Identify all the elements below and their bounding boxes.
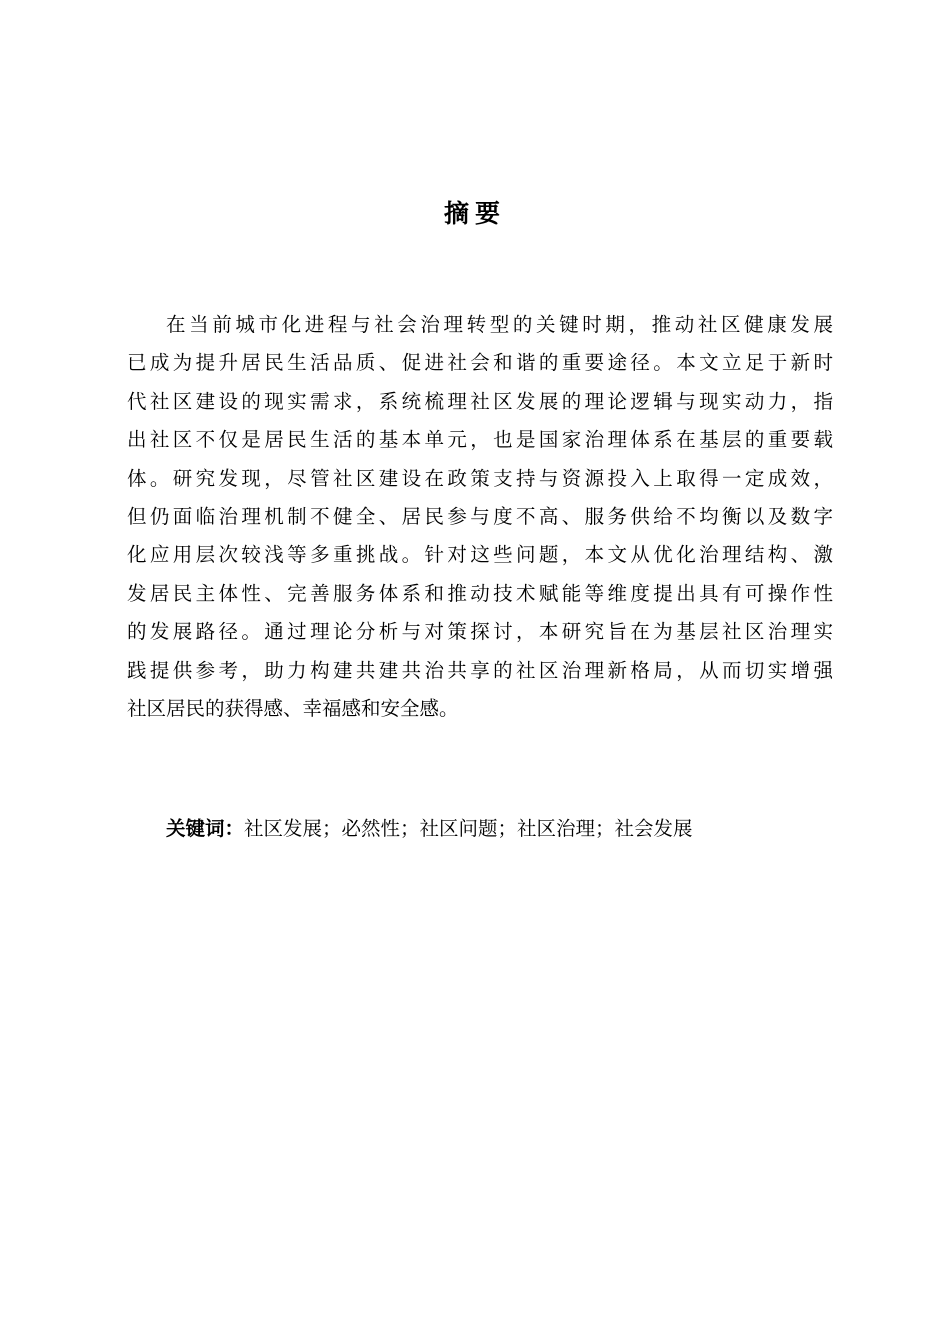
abstract-line: 社区居民的获得感、幸福感和安全感。: [127, 696, 459, 720]
abstract-line: 践提供参考，助力构建共建共治共享的社区治理新格局，从而切实增强: [127, 658, 833, 682]
abstract-line: 在当前城市化进程与社会治理转型的关键时期，推动社区健康发展: [166, 313, 833, 336]
abstract-title: 摘要: [443, 199, 506, 228]
keywords-label: 关键词：: [166, 817, 245, 840]
abstract-line: 化应用层次较浅等多重挑战。针对这些问题，本文从优化治理结构、激: [127, 543, 833, 567]
abstract-line: 体。研究发现，尽管社区建设在政策支持与资源投入上取得一定成效，: [127, 466, 833, 490]
abstract-line: 发居民主体性、完善服务体系和推动技术赋能等维度提出具有可操作性: [127, 581, 833, 605]
abstract-line: 但仍面临治理机制不健全、居民参与度不高、服务供给不均衡以及数字: [127, 504, 833, 528]
keywords-text: 社区发展；必然性；社区问题；社区治理；社会发展: [244, 817, 693, 840]
keywords-line: [166, 810, 846, 848]
abstract-line: 的发展路径。通过理论分析与对策探讨，本研究旨在为基层社区治理实: [127, 620, 833, 644]
abstract-line: 出社区不仅是居民生活的基本单元，也是国家治理体系在基层的重要载: [127, 428, 833, 452]
abstract-line: 代社区建设的现实需求，系统梳理社区发展的理论逻辑与现实动力，指: [127, 389, 833, 413]
abstract-line: 已成为提升居民生活品质、促进社会和谐的重要途径。本文立足于新时: [127, 351, 833, 375]
abstract-body: [127, 306, 833, 728]
